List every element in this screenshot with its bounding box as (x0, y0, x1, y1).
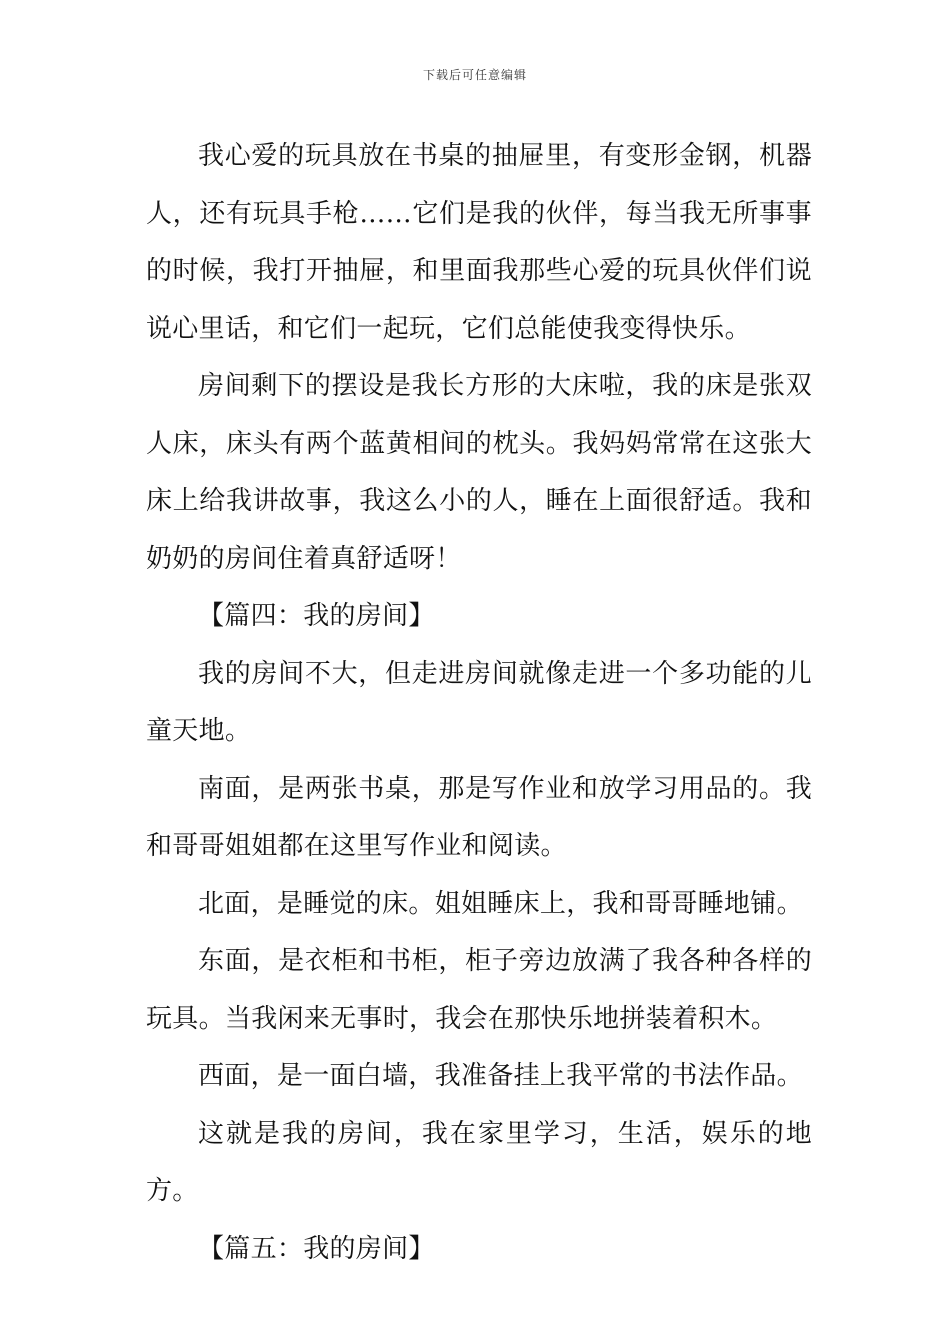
section-heading-four: 【篇四：我的房间】 (198, 601, 435, 631)
paragraph-north: 北面，是睡觉的床。姐姐睡床上，我和哥哥睡地铺。 (198, 888, 803, 919)
section-heading-five: 【篇五：我的房间】 (198, 1233, 435, 1264)
paragraph-bed: 房间剩下的摆设是我长方形的大床啦，我的床是张双人床，床头有两个蓝黄相间的枕头。我妈妈常常在这张大床上给我讲故事，我这么小的人，睡在上面很舒适。我和奶奶的房间住着真舒适呀！ (146, 371, 812, 574)
paragraph-intro: 我的房间不大，但走进房间就像走进一个多功能的儿童天地。 (146, 658, 812, 746)
paragraph-east: 东面，是衣柜和书柜，柜子旁边放满了我各种各样的玩具。当我闲来无事时，我会在那快乐地拼装着积木。 (146, 946, 812, 1034)
document-body (146, 128, 812, 1278)
paragraph-south: 南面，是两张书桌，那是写作业和放学习用品的。我和哥哥姐姐都在这里写作业和阅读。 (146, 773, 812, 861)
page-header: 下载后可任意编辑 (422, 68, 527, 82)
paragraph-toys: 我心爱的玩具放在书桌的抽屉里，有变形金钢，机器人，还有玩具手枪……它们是我的伙伴，每当我无所事事的时候，我打开抽屉，和里面我那些心爱的玩具伙伴们说说心里话，和它们一起玩，它们总能使我变得快乐。 (146, 141, 812, 344)
paragraph-west: 西面，是一面白墙，我准备挂上我平常的书法作品。 (198, 1061, 803, 1091)
paragraph-summary: 这就是我的房间，我在家里学习，生活，娱乐的地方。 (146, 1118, 812, 1206)
